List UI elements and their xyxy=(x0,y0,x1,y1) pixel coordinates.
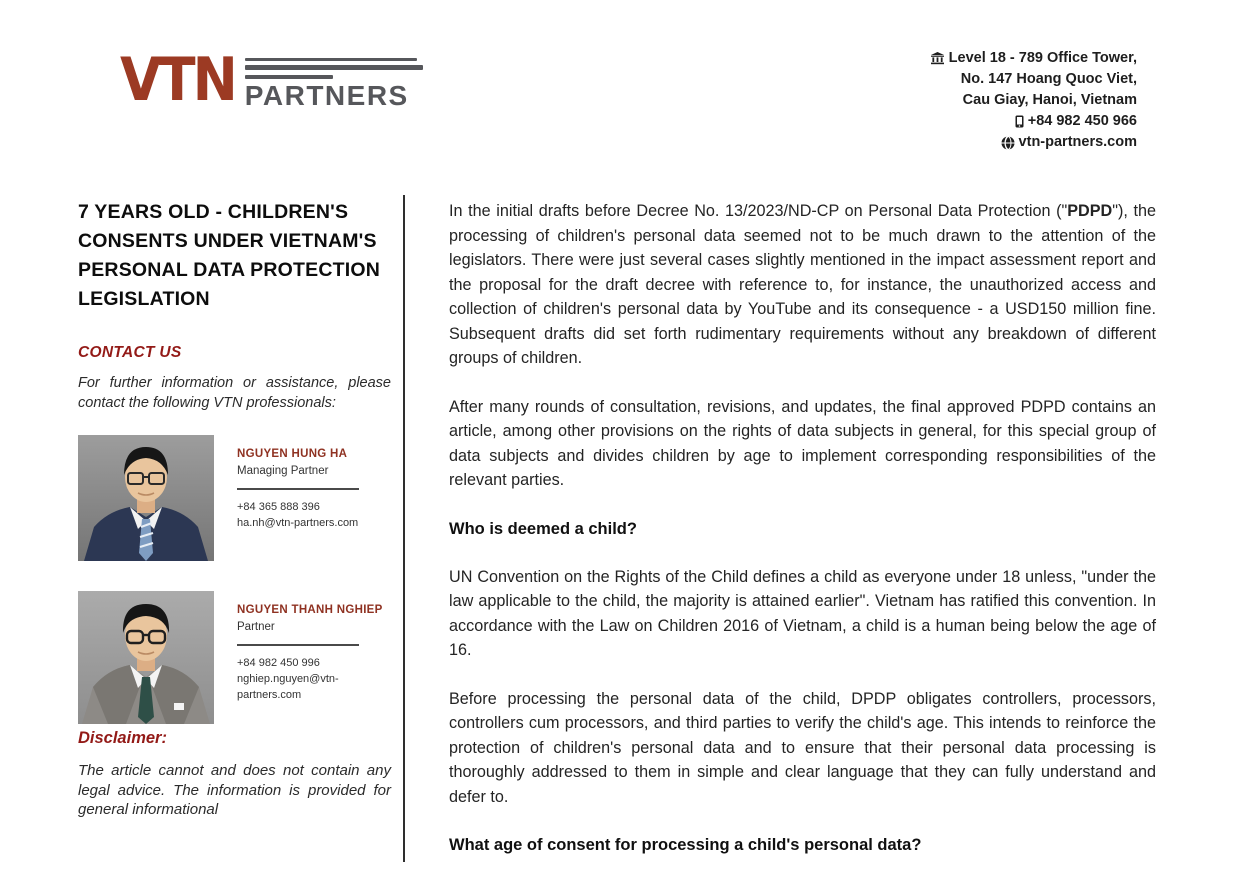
professional-card-nguyen-hung-ha xyxy=(78,435,391,561)
professional-title: Partner xyxy=(237,621,275,633)
professional-info xyxy=(237,435,391,561)
address-line xyxy=(930,90,1137,111)
paragraph-intro xyxy=(449,199,1156,371)
professional-email: nghiep.nguyen@vtn-partners.com xyxy=(237,673,339,701)
article-title: 7 YEARS OLD - CHILDREN'S CONSENTS UNDER VIETNAM'S PERSONAL DATA PROTECTION LEGISLATION xyxy=(78,201,381,310)
professional-card-nguyen-thanh-nghiep xyxy=(78,591,391,724)
logo-partners-text: PARTNERS xyxy=(244,80,409,111)
article-body xyxy=(449,199,1156,881)
sidebar xyxy=(78,198,391,820)
disclaimer-text: The article cannot and does not contain any legal advice. The information is provided for general informational xyxy=(78,762,391,818)
paragraph-intro-after: "), the processing of children's personal data seemed not to be much drawn to the attention of the legislators. There were just several cases slightly mentioned in the impact assessment report and the proposal for the draft decree with reference to, for instance, the unauthorized access and collection of children's personal data by YouTube and its consequence - a USD150 million fine. Subsequent drafts did set forth rudimentary requirements without any breakdown of different groups of children. xyxy=(449,202,1156,367)
professional-phone: +84 365 888 396 xyxy=(237,501,320,513)
column-divider xyxy=(403,195,405,862)
phone-line xyxy=(930,111,1137,132)
heading-who-is-deemed-a-child: Who is deemed a child? xyxy=(449,519,637,538)
contact-us-heading: CONTACT US xyxy=(78,344,182,361)
logo-partners-block xyxy=(245,52,423,111)
building-icon xyxy=(930,52,945,65)
contact-us-intro: For further information or assistance, please contact the following VTN professionals: xyxy=(78,375,391,411)
vtn-partners-logo xyxy=(120,45,423,115)
professional-title: Managing Partner xyxy=(237,465,329,477)
logo-bar-decoration xyxy=(245,58,417,61)
paragraph-un-convention: UN Convention on the Rights of the Child defines a child as everyone under 18 unless, "under the law applicable to the child, the majority is attained earlier". Vietnam has ratified this convention. In accordance with the Law on Children 2016 of Vietnam, a child is a human being below the age of 16. xyxy=(449,567,1156,659)
professional-name: NGUYEN THANH NGHIEP xyxy=(237,604,383,616)
logo-vtn-text: VTN xyxy=(120,45,235,115)
header-phone: +84 982 450 966 xyxy=(1027,113,1137,129)
professional-email: ha.nh@vtn-partners.com xyxy=(237,517,359,529)
portrait-photo-nguyen-hung-ha xyxy=(78,435,214,561)
address-line-3: Cau Giay, Hanoi, Vietnam xyxy=(962,92,1137,108)
address-line-1: Level 18 - 789 Office Tower, xyxy=(948,50,1137,66)
logo-bar-decoration xyxy=(245,75,333,79)
heading-what-age-of-consent: What age of consent for processing a child's personal data? xyxy=(449,836,922,854)
phone-icon xyxy=(1015,115,1024,128)
logo-bar-decoration xyxy=(245,65,423,70)
info-divider xyxy=(237,644,359,646)
header-website: vtn-partners.com xyxy=(1018,134,1137,150)
professional-name: NGUYEN HUNG HA xyxy=(237,448,348,460)
paragraph-intro-before: In the initial drafts before Decree No. 13/2023/ND-CP on Personal Data Protection (" xyxy=(449,202,1068,220)
professional-info xyxy=(237,591,391,724)
globe-icon xyxy=(1001,136,1015,150)
address-line xyxy=(930,48,1137,69)
professional-phone: +84 982 450 996 xyxy=(237,657,320,669)
disclaimer-heading: Disclaimer: xyxy=(78,729,167,747)
header-contact-block xyxy=(930,48,1137,153)
website-line xyxy=(930,132,1137,153)
address-line xyxy=(930,69,1137,90)
pdpd-abbreviation: PDPD xyxy=(1067,202,1113,220)
portrait-photo-nguyen-thanh-nghiep xyxy=(78,591,214,724)
paragraph-before-processing: Before processing the personal data of the child, DPDP obligates controllers, processors, controllers cum processors, and third parties to verify the child's age. This intends to reinforce the protection of children's personal data and to ensure that their personal data processing is thoroughly addressed to them in simple and clear language that they can fully understand and defer to. xyxy=(449,689,1156,806)
paragraph-final-pdpd: After many rounds of consultation, revisions, and updates, the final approved PDPD contains an article, among other provisions on the rights of data subjects in general, for this special group of data subjects and divides children by age to implement corresponding responsibilities of the relevant parties. xyxy=(449,397,1156,489)
address-line-2: No. 147 Hoang Quoc Viet, xyxy=(960,71,1137,87)
info-divider xyxy=(237,488,359,490)
